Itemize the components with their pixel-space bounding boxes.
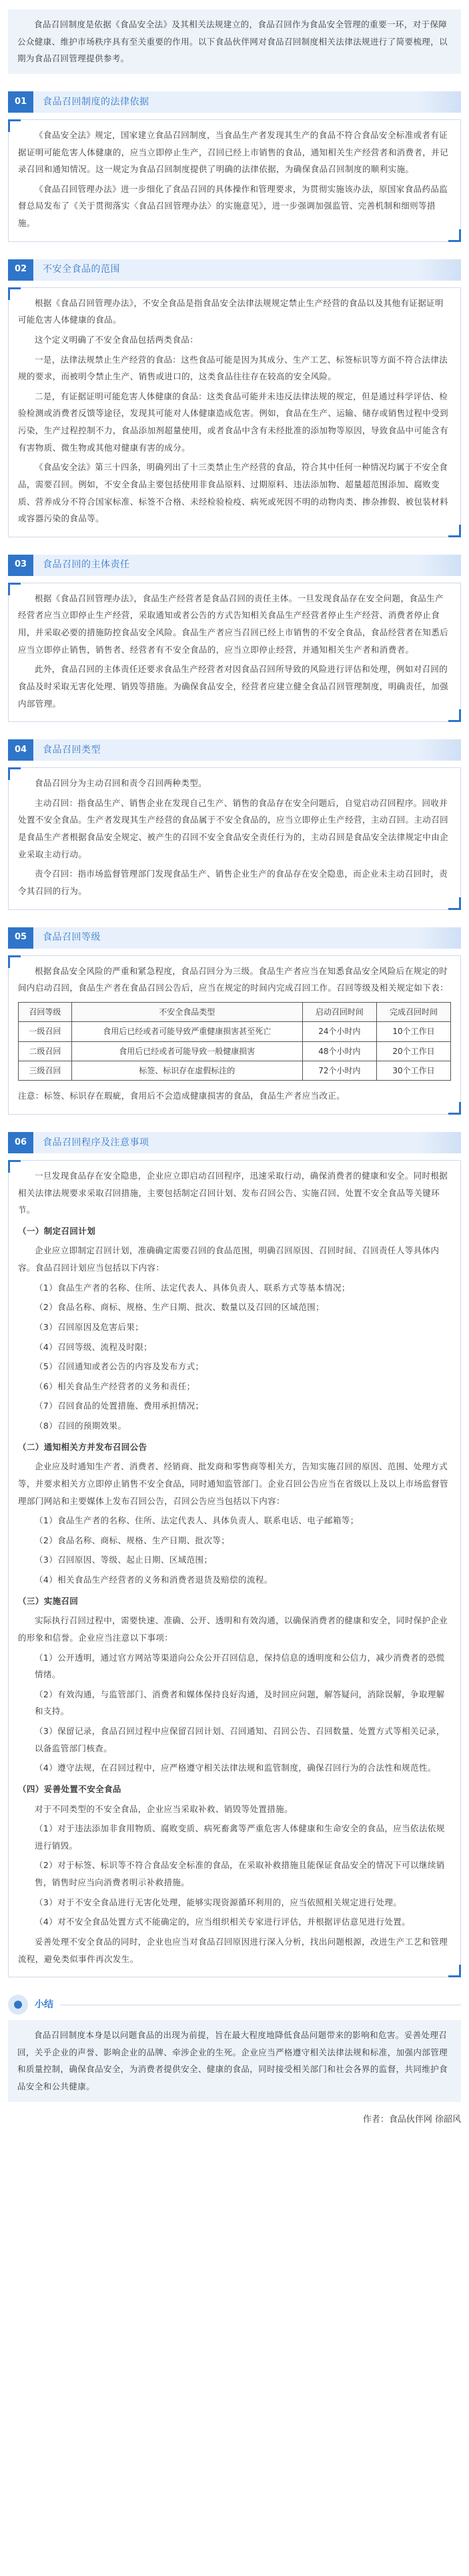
list-item: （1）食品生产者的名称、住所、法定代表人、具体负责人、联系方式等基本情况； [35, 1282, 350, 1293]
paragraph: 主动召回：指食品生产、销售企业在发现自己生产、销售的食品存在安全问题后，自觉启动召回程序。回收并处置不安全食品。生产者发现其生产经营的食品属于不安全食品的，应当立即停止生产经营，主动召回。主动召回是食品生产者根据食品安全规定、被产生的召回不安全食品安全责任行为的，主动召回是食品安全法律规定中由企业采取主动行动。 [18, 797, 449, 859]
table-header-cell: 完成召回时间 [376, 1002, 450, 1021]
section-card-recall-levels [8, 955, 461, 1115]
subheading: （二）通知相关方并发布召回公告 [18, 1441, 147, 1452]
table-cell: 10个工作日 [376, 1022, 450, 1041]
section-card-legal-basis [8, 119, 461, 242]
list-item: （2）食品名称、商标、规格、生产日期、批次、数量以及召回的区域范围； [35, 1302, 325, 1313]
section-number: 05 [8, 927, 33, 949]
subheading: （四）妥善处置不安全食品 [18, 1783, 121, 1794]
section-card-recall-types [8, 767, 461, 909]
paragraph: 《食品召回管理办法》进一步细化了食品召回的具体操作和管理要求，为贯彻实施该办法，原国家食品药品监督总局发布了《关于贯彻落实〈食品召回管理办法〉的实施意见》，进一步强调加强监管、完善机制和细则等措施。 [18, 183, 448, 228]
table-row [19, 1061, 451, 1080]
section-title: 食品召回类型 [43, 744, 101, 755]
section-header-unsafe-food-scope [8, 259, 461, 281]
section-number: 06 [8, 1132, 33, 1153]
list-item: （3）召回原因及危害后果； [35, 1321, 144, 1332]
paragraph: 根据食品安全风险的严重和紧急程度，食品召回分为三级。食品生产者应当在知悉食品安全风险后在规定的时间内启动召回，食品生产者在食品召回公告后，应当在规定的时间内完成召回工作。召回等级及相关规定如下表： [18, 965, 449, 993]
summary-header [8, 1995, 461, 2015]
table-header-cell: 召回等级 [19, 1002, 72, 1021]
section-number: 03 [8, 555, 33, 576]
paragraph: 实际执行召回过程中，需要快速、准确、公开、透明和有效沟通，以确保消费者的健康和安全，同时保护企业的形象和信誉。企业应当注意以下事项： [18, 1615, 448, 1643]
paragraph: 根据《食品召回管理办法》，不安全食品是指食品安全法律法规规定禁止生产经营的食品以及其他有证据证明可能危害人体健康的食品。 [18, 297, 444, 325]
list-item: （3）保留记录，食品召回过程中应保留召回计划、召回通知、召回公告、召回数量、处置方式等相关记录，以备监管部门核查。 [35, 1726, 445, 1753]
table-header-cell: 不安全食品类型 [71, 1002, 302, 1021]
paragraph: 这个定义明确了不安全食品包括两类食品： [35, 334, 199, 345]
list-item: （2）对于标签、标识等不符合食品安全标准的食品，在采取补救措施且能保证食品安全的情况下可以继续销售，销售时应当向消费者明示补救措施。 [35, 1860, 445, 1888]
list-item: （3）召回原因、等级、起止日期、区域范围； [35, 1555, 213, 1565]
list-item: （4）召回等级、流程及时限； [35, 1341, 153, 1352]
paragraph: 根据《食品召回管理办法》，食品生产经营者是食品召回的责任主体。一旦发现食品存在安全问题，食品生产经营者应当立即停止生产经营，采取通知或者公告的方式告知相关食品生产经营者停止生产经营、消费者停止食用，并采取必要的措施防控食品安全风险。食品生产者应当召回已经上市销售的不安全食品，食品经营者在知悉后应当立即停止销售，销售者、经营者有不安全食品的，应当立即停止经营，并通知相关生产者和消费者。 [18, 593, 449, 655]
table-cell: 20个工作日 [376, 1041, 450, 1061]
summary-box [8, 2020, 461, 2102]
section-number: 04 [8, 739, 33, 761]
paragraph: 妥善处理不安全食品的同时，企业也应当对食品召回原因进行深入分析，找出问题根源，改进生产工艺和管理流程，避免类似事件再次发生。 [18, 1936, 448, 1964]
section-header-recall-procedure [8, 1132, 461, 1153]
list-item: （6）相关食品生产经营者的义务和责任； [35, 1381, 195, 1391]
paragraph: 企业应立即制定召回计划，准确确定需要召回的食品范围，明确召回原因、召回时间、召回责任人等具体内容。食品召回计划应当包括以下内容： [18, 1245, 440, 1273]
list-item: （2）食品名称、商标、规格、生产日期、批次等； [35, 1535, 230, 1545]
author-credit: 作者：食品伙伴网 徐韶风 [362, 2114, 461, 2125]
list-item: （4）遵守法规，在召回过程中，应严格遵守相关法律法规和监管制度，确保召回行为的合法性和规范性。 [35, 1763, 436, 1773]
intro-text: 食品召回制度是依据《食品安全法》及其相关法规建立的，食品召回作为食品安全管理的重要一环，对于保障公众健康、维护市场秩序具有至关重要的作用。以下食品伙伴网对食品召回制度相关法律法规进行了简要梳理，以期为食品召回管理提供参考。 [17, 19, 448, 64]
paragraph: 食品召回分为主动召回和责令召回两种类型。 [35, 778, 207, 789]
section-header-recall-types [8, 739, 461, 761]
list-item: （4）对不安全食品处置方式不能确定的，应当组织相关专家进行评估，并根据评估意见进行处置。 [35, 1917, 411, 1927]
table-cell: 标签、标识存在虚假标注的 [71, 1061, 302, 1080]
table-header-cell: 启动召回时间 [302, 1002, 376, 1021]
section-header-responsibility [8, 555, 461, 576]
subheading: （一）制定召回计划 [18, 1225, 96, 1236]
paragraph: 《食品安全法》第三十四条，明确列出了十三类禁止生产经营的食品，符合其中任何一种情况均属于不安全食品，需要召回。例如，不安全食品主要包括使用非食品原料、过期原料、违法添加物、超量超范围添加、腐败变质、营养成分不符合国家标准、标签不合格、未经检验检疫、病死或死因不明的动物肉类、掺杂掺假、被包装材料或容器污染的食品等。 [18, 462, 449, 524]
paragraph: 对于不同类型的不安全食品，企业应当采取补救、销毁等处置措施。 [35, 1803, 294, 1814]
section-title: 食品召回程序及注意事项 [43, 1137, 149, 1148]
paragraph: 二是，有证据证明可能危害人体健康的食品：这类食品可能并未违反法律法规的规定，但是通过科学评估、检验检测或消费者反馈等途径，发现其可能对人体健康造成危害。例如，食品在生产、运输、储存或销售过程中受到污染，生产过程控制不力，食品添加剂超量使用，或者食品中含有未经批准的添加物等原因，导致食品中可能含有有害物质、微生物或其他对健康有害的成分。 [18, 391, 449, 453]
section-title: 食品召回等级 [43, 932, 101, 943]
list-item: （1）对于违法添加非食用物质、腐败变质、病死畜禽等严重危害人体健康和生命安全的食品，应当依法依规进行销毁。 [35, 1823, 445, 1851]
section-card-recall-procedure [8, 1160, 461, 1977]
list-item: （1）食品生产者的名称、住所、法定代表人、具体负责人、联系电话、电子邮箱等； [35, 1515, 359, 1526]
list-item: （3）对于不安全食品进行无害化处理，能够实现资源循环利用的，应当依照相关规定进行处理。 [35, 1897, 402, 1907]
section-title: 食品召回的主体责任 [43, 559, 130, 571]
paragraph: 一旦发现食品存在安全隐患，企业应立即启动召回程序，迅速采取行动，确保消费者的健康和安全。同时根据相关法律法规要求采取召回措施，主要包括制定召回计划、发布召回公告、实施召回、处置不安全食品等关键环节。 [18, 1170, 448, 1215]
table-note: 注意：标签、标识存在瑕疵，食用后不会造成健康损害的食品，食品生产者应当改正。 [18, 1091, 346, 1101]
paragraph: 责令召回：指市场监督管理部门发现食品生产、销售企业生产的食品存在安全隐患，而企业未主动召回时，责令其召回的行为。 [18, 869, 448, 896]
table-row [19, 1022, 451, 1041]
list-item: （2）有效沟通，与监管部门、消费者和媒体保持良好沟通，及时回应问题，解答疑问，消除误解，争取理解和支持。 [35, 1689, 445, 1717]
list-item: （5）召回通知或者公告的内容及发布方式； [35, 1361, 204, 1372]
intro-box [8, 9, 461, 74]
table-header-row [19, 1002, 451, 1021]
section-number: 01 [8, 91, 33, 113]
list-item: （4）相关食品生产经营者的义务和消费者退货及赔偿的流程。 [35, 1575, 273, 1585]
list-item: （1）公开透明，通过官方网站等渠道向公众公开召回信息，保持信息的透明度和公信力，减少消费者的恐慌情绪。 [35, 1652, 445, 1680]
table-cell: 食用后已经或者可能导致一般健康损害 [71, 1041, 302, 1061]
table-cell: 三级召回 [19, 1061, 72, 1080]
section-header-recall-levels [8, 927, 461, 949]
paragraph: 企业应及时通知生产者、消费者、经销商、批发商和零售商等相关方，告知实施召回的原因、范围、处理方式等，并要求相关方立即停止销售不安全食品，同时通知监管部门。企业召回公告应当在省级以上及以上市场监督管理部门网站和主要媒体上发布召回公告，召回公告应当包括以下内容： [18, 1461, 449, 1506]
list-item: （7）召回食品的处置措施、费用承担情况； [35, 1401, 204, 1411]
circle-dot-icon [8, 1995, 28, 2015]
recall-level-table [18, 1002, 451, 1081]
section-title: 食品召回制度的法律依据 [43, 96, 149, 107]
list-item: （8）召回的预期效果。 [35, 1421, 127, 1431]
table-row [19, 1041, 451, 1061]
section-number: 02 [8, 259, 33, 281]
section-card-unsafe-food-scope [8, 287, 461, 537]
table-cell: 30个工作日 [376, 1061, 450, 1080]
paragraph: 此外，食品召回的主体责任还要求食品生产经营者对因食品召回所导致的风险进行评估和处理，例如对召回的食品及时采取无害化处理、销毁等措施。为确保食品安全，经营者应建立健全食品召回管理制度，明确责任，加强内部管理。 [18, 664, 449, 709]
section-header-legal-basis [8, 91, 461, 113]
table-cell: 48个小时内 [302, 1041, 376, 1061]
section-card-responsibility [8, 583, 461, 722]
summary-title: 小结 [35, 1999, 53, 2010]
subheading: （三）实施召回 [18, 1595, 79, 1606]
paragraph: 《食品安全法》规定，国家建立食品召回制度，当食品生产者发现其生产的食品不符合食品安全标准或者有证据证明可能危害人体健康的，应当立即停止生产，召回已经上市销售的食品，通知相关生产经营者和消费者，并记录召回和通知情况。这一规定为食品召回制度提供了明确的法律依据，为确保食品召回制度的顺利实施。 [18, 129, 449, 175]
table-cell: 72个小时内 [302, 1061, 376, 1080]
table-cell: 一级召回 [19, 1022, 72, 1041]
table-cell: 24个小时内 [302, 1022, 376, 1041]
table-cell: 二级召回 [19, 1041, 72, 1061]
summary-text: 食品召回制度本身是以问题食品的出现为前提，旨在最大程度地降低食品问题带来的影响和危害。妥善处理召回，关乎企业的声誉、影响企业的品牌、牵涉企业的生死。企业应当严格遵守相关法律法规和标准，加强内部管理和质量控制，确保食品安全，为消费者提供安全、健康的食品，同时接受相关部门和社会各界的监督，共同维护食品安全和公共健康。 [17, 2030, 448, 2092]
table-cell: 食用后已经或者可能导致严重健康损害甚至死亡 [71, 1022, 302, 1041]
section-title: 不安全食品的范围 [43, 264, 120, 275]
paragraph: 一是，法律法规禁止生产经营的食品：这些食品可能是因为其成分、生产工艺、标签标识等方面不符合法律法规的要求，而被明令禁止生产、销售或进口的，这类食品往往存在较高的安全风险。 [18, 354, 448, 382]
